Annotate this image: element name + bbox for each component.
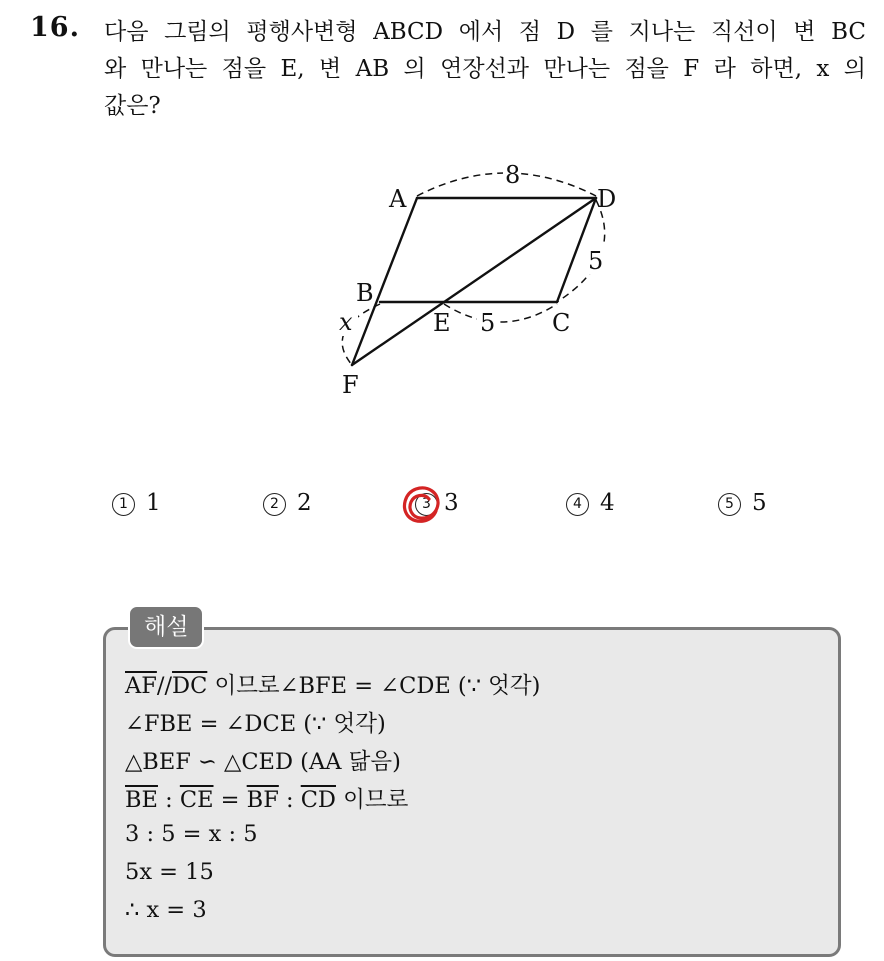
choice-2[interactable]: [263, 490, 312, 516]
choice-4[interactable]: [566, 490, 615, 516]
solution-tag: 해설: [128, 605, 204, 649]
choice-4-value: 4: [600, 490, 615, 516]
overline-dc: $\overline{DC}$: [172, 673, 208, 699]
question-line-3: 값은?: [104, 93, 161, 119]
label-b: B: [356, 279, 374, 307]
solution-line-4-rest: 이므로: [335, 787, 409, 813]
measure-ad: 8: [505, 161, 521, 189]
overline-be: $\overline{BE}$: [125, 787, 158, 813]
parallel-sign: //: [156, 673, 173, 699]
measure-bf: x: [339, 308, 353, 336]
label-c: C: [552, 309, 571, 337]
choice-1[interactable]: [112, 490, 161, 516]
choice-2-value: 2: [297, 490, 312, 516]
choice-3-symbol: 3: [415, 493, 438, 516]
question-number: 16.: [30, 12, 80, 43]
choice-2-symbol: 2: [263, 493, 286, 516]
overline-bf: $\overline{BF}$: [246, 787, 279, 813]
choice-4-symbol: 4: [566, 493, 589, 516]
selected-answer-mark: [399, 483, 445, 529]
solution-line-7: ∴ x = 3: [125, 897, 207, 923]
overline-cd: $\overline{CD}$: [300, 787, 336, 813]
choice-5[interactable]: [718, 490, 767, 516]
solution-line-1-rest: 이므로∠BFE = ∠CDE (∵ 엇각): [207, 673, 541, 699]
measure-cd: 5: [588, 247, 604, 275]
label-d: D: [597, 185, 617, 213]
choice-1-symbol: 1: [112, 493, 135, 516]
solution-line-2: ∠FBE = ∠DCE (∵ 엇각): [125, 711, 386, 737]
solution-line-5: 3 : 5 = x : 5: [125, 821, 258, 847]
choice-1-value: 1: [146, 490, 161, 516]
question-text: [104, 14, 866, 125]
colon-1: :: [157, 787, 180, 813]
label-e: E: [433, 309, 451, 337]
solution-line-4: [125, 782, 408, 814]
solution-line-3: △BEF ∽ △CED (AA 닮음): [125, 749, 401, 775]
label-a: A: [389, 185, 407, 213]
overline-ce: $\overline{CE}$: [179, 787, 214, 813]
solution-line-1: [125, 668, 540, 700]
solution-line-6: 5x = 15: [125, 859, 214, 885]
segment-df: [352, 198, 596, 365]
question-line-1: 다음 그림의 평행사변형 ABCD 에서 점 D 를 지나는 직선이 변 BC: [104, 19, 866, 45]
choice-3-value: 3: [444, 490, 459, 516]
overline-af: $\overline{AF}$: [125, 673, 157, 699]
arc-ec: [444, 304, 557, 322]
choice-5-value: 5: [752, 490, 767, 516]
measure-ec: 5: [480, 309, 496, 337]
label-f: F: [342, 371, 359, 399]
equals-sign: =: [213, 787, 247, 813]
question-line-2: 와 만나는 점을 E, 변 AB 의 연장선과 만나는 점을 F 라 하면, x 의: [104, 56, 866, 82]
colon-2: :: [278, 787, 301, 813]
choice-5-symbol: 5: [718, 493, 741, 516]
parallelogram-figure: [325, 150, 645, 410]
